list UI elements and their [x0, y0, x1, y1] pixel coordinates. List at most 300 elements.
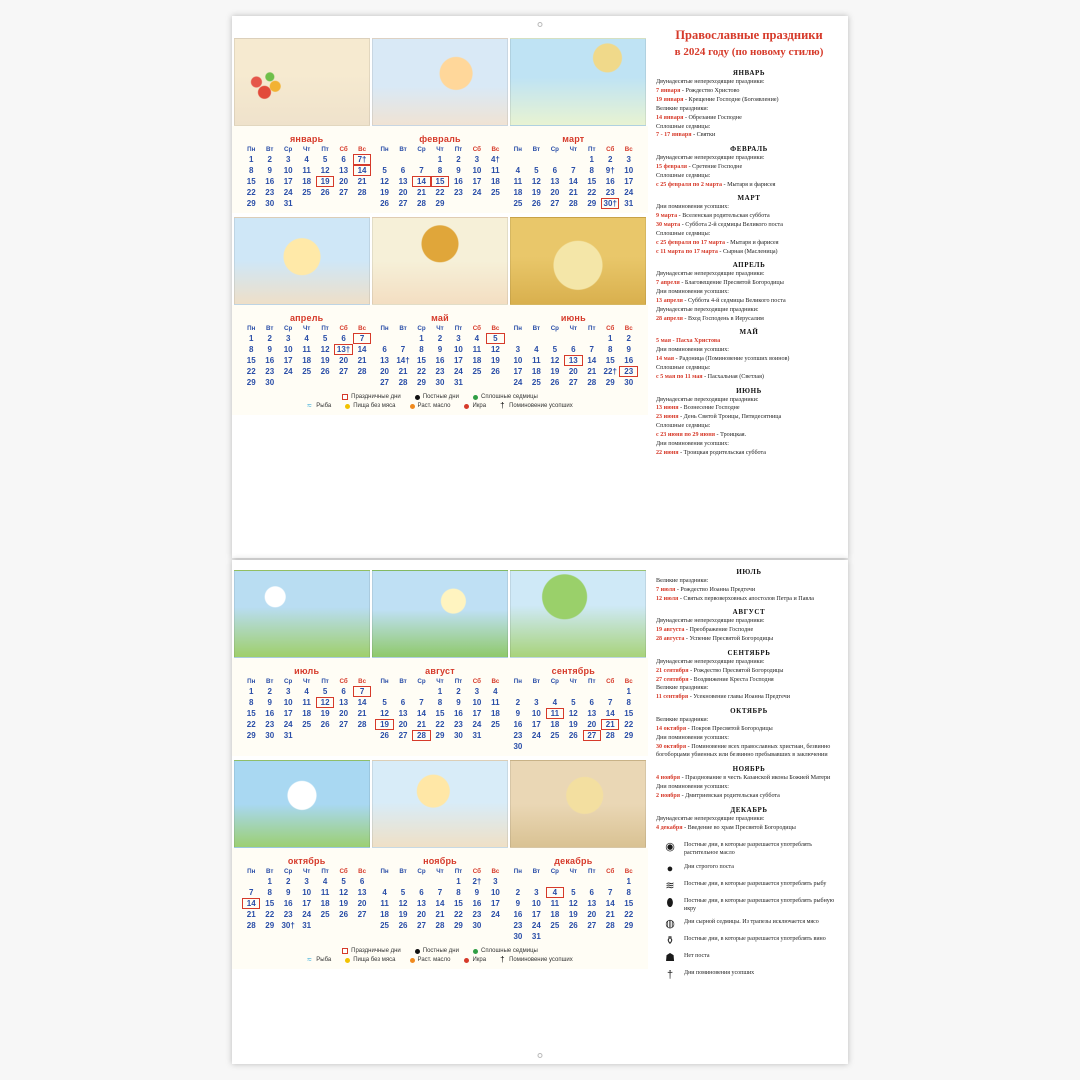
day-cell[interactable]: 25	[472, 367, 482, 376]
day-cell[interactable]: 14	[568, 177, 578, 186]
day-cell[interactable]: 20	[398, 720, 408, 729]
day-cell[interactable]: 28	[357, 720, 367, 729]
day-cell[interactable]: 17	[472, 177, 482, 186]
day-cell[interactable]: 13†	[334, 344, 352, 355]
day-cell[interactable]: 3	[285, 155, 291, 164]
day-cell[interactable]: 10	[283, 166, 293, 175]
day-cell[interactable]: 12	[550, 356, 560, 365]
day-cell[interactable]: 18	[302, 177, 312, 186]
day-cell[interactable]: 18	[472, 356, 482, 365]
day-cell[interactable]: 15	[624, 899, 634, 908]
day-cell[interactable]: 25	[302, 188, 312, 197]
day-cell[interactable]: 5	[534, 166, 539, 175]
day-cell[interactable]: 27	[357, 910, 367, 919]
day-cell[interactable]: 19	[320, 709, 330, 718]
day-cell[interactable]: 26	[398, 921, 408, 930]
day-cell[interactable]: 6	[589, 888, 594, 897]
day-cell[interactable]: 21	[568, 188, 578, 197]
day-cell[interactable]: 21	[357, 356, 367, 365]
day-cell[interactable]: 10	[624, 166, 634, 175]
day-cell[interactable]: 17	[624, 177, 634, 186]
day-cell[interactable]: 14	[242, 898, 260, 909]
day-cell[interactable]: 2	[437, 334, 443, 343]
day-cell[interactable]: 13	[339, 166, 349, 175]
day-cell[interactable]: 17	[453, 356, 463, 365]
day-cell[interactable]: 12	[490, 345, 500, 354]
day-cell[interactable]: 18	[550, 910, 560, 919]
day-cell[interactable]: 23	[265, 367, 275, 376]
day-cell[interactable]: 3	[493, 877, 498, 886]
day-cell[interactable]: 24	[513, 378, 523, 387]
day-cell[interactable]: 3	[456, 334, 461, 343]
day-cell[interactable]: 29	[265, 921, 275, 930]
day-cell[interactable]: 26	[380, 199, 390, 208]
day-cell[interactable]: 2	[267, 334, 272, 343]
day-cell[interactable]: 12	[531, 177, 541, 186]
day-cell[interactable]: 23	[265, 720, 275, 729]
day-cell[interactable]: 23	[265, 188, 275, 197]
day-cell[interactable]: 22	[435, 720, 445, 729]
day-cell[interactable]: 4	[515, 166, 521, 175]
day-cell[interactable]: 25	[302, 720, 312, 729]
day-cell[interactable]: 18	[302, 356, 312, 365]
day-cell[interactable]: 16	[472, 899, 482, 908]
day-cell[interactable]: 20	[380, 367, 390, 376]
day-cell[interactable]: 29	[453, 921, 463, 930]
day-cell[interactable]: 25	[550, 731, 560, 740]
day-cell[interactable]: 29	[417, 378, 426, 387]
day-cell[interactable]: 24	[531, 731, 541, 740]
day-cell[interactable]: 28	[412, 730, 430, 741]
day-cell[interactable]: 16	[624, 356, 634, 365]
day-cell[interactable]: 20	[339, 177, 349, 186]
day-cell[interactable]: 1	[608, 334, 613, 343]
day-cell[interactable]: 24	[531, 921, 541, 930]
day-cell[interactable]: 17	[302, 899, 312, 908]
day-cell[interactable]: 11	[491, 698, 500, 707]
day-cell[interactable]: 15	[605, 356, 615, 365]
day-cell[interactable]: 17	[283, 356, 293, 365]
day-cell[interactable]: 13	[550, 177, 560, 186]
day-cell[interactable]: 8	[267, 888, 272, 897]
day-cell[interactable]: 10	[531, 899, 541, 908]
day-cell[interactable]: 1	[437, 687, 443, 696]
day-cell[interactable]: 19	[316, 176, 334, 187]
day-cell[interactable]: 5	[341, 877, 346, 886]
day-cell[interactable]: 13	[398, 709, 408, 718]
day-cell[interactable]: 31	[531, 932, 541, 941]
day-cell[interactable]: 30	[265, 378, 275, 387]
day-cell[interactable]: 28	[398, 378, 408, 387]
day-cell[interactable]: 9	[267, 166, 272, 175]
day-cell[interactable]: 11	[513, 177, 523, 186]
day-cell[interactable]: 21	[435, 910, 445, 919]
day-cell[interactable]: 8	[419, 345, 424, 354]
day-cell[interactable]: 9	[515, 899, 521, 908]
day-cell[interactable]: 10	[283, 698, 293, 707]
day-cell[interactable]: 23	[605, 188, 615, 197]
day-cell[interactable]: 5	[486, 333, 505, 344]
day-cell[interactable]: 16	[265, 356, 275, 365]
day-cell[interactable]: 16	[513, 720, 523, 729]
day-cell[interactable]: 8	[249, 698, 254, 707]
day-cell[interactable]: 28	[417, 199, 426, 208]
day-cell[interactable]: 30	[265, 199, 275, 208]
day-cell[interactable]: 2	[285, 877, 291, 886]
day-cell[interactable]: 6	[400, 166, 406, 175]
day-cell[interactable]: 14	[605, 709, 615, 718]
day-cell[interactable]: 2	[515, 698, 521, 707]
day-cell[interactable]: 6	[571, 345, 576, 354]
day-cell[interactable]: 3	[515, 345, 521, 354]
day-cell[interactable]: 10	[472, 698, 482, 707]
day-cell[interactable]: 4	[493, 687, 498, 696]
day-cell[interactable]: 16	[265, 177, 275, 186]
day-cell[interactable]: 21	[398, 367, 408, 376]
day-cell[interactable]: 6	[382, 345, 387, 354]
day-cell[interactable]: 7	[608, 698, 613, 707]
day-cell[interactable]: 21	[601, 719, 619, 730]
day-cell[interactable]: 18	[320, 899, 330, 908]
day-cell[interactable]: 7	[419, 166, 424, 175]
day-cell[interactable]: 17	[531, 910, 541, 919]
day-cell[interactable]: 15	[624, 709, 634, 718]
day-cell[interactable]: 4	[304, 687, 309, 696]
day-cell[interactable]: 29	[605, 378, 615, 387]
day-cell[interactable]: 2	[515, 888, 521, 897]
day-cell[interactable]: 19	[380, 188, 390, 197]
day-cell[interactable]: 11	[302, 345, 311, 354]
day-cell[interactable]: 16	[605, 177, 615, 186]
day-cell[interactable]: 22	[624, 910, 634, 919]
day-cell[interactable]: 23	[513, 731, 523, 740]
day-cell[interactable]: 12	[320, 166, 330, 175]
day-cell[interactable]: 9	[515, 709, 521, 718]
day-cell[interactable]: 3	[285, 687, 291, 696]
day-cell[interactable]: 12	[316, 697, 334, 708]
day-cell[interactable]: 15	[246, 177, 256, 186]
day-cell[interactable]: 9	[285, 888, 291, 897]
day-cell[interactable]: 27	[587, 921, 597, 930]
day-cell[interactable]: 9†	[605, 166, 615, 175]
day-cell[interactable]: 28	[605, 921, 615, 930]
day-cell[interactable]: 14	[412, 176, 430, 187]
day-cell[interactable]: 1	[419, 334, 424, 343]
day-cell[interactable]: 21	[357, 177, 367, 186]
day-cell[interactable]: 29	[624, 921, 634, 930]
day-cell[interactable]: 14	[357, 698, 367, 707]
day-cell[interactable]: 13	[587, 899, 597, 908]
day-cell[interactable]: 10	[283, 345, 293, 354]
day-cell[interactable]: 25	[490, 188, 500, 197]
day-cell[interactable]: 8	[626, 698, 631, 707]
day-cell[interactable]: 22	[453, 910, 463, 919]
day-cell[interactable]: 14	[357, 345, 367, 354]
day-cell[interactable]: 16	[453, 709, 463, 718]
day-cell[interactable]: 18	[531, 367, 541, 376]
day-cell[interactable]: 23	[453, 720, 463, 729]
day-cell[interactable]: 5	[322, 334, 328, 343]
day-cell[interactable]: 13	[339, 698, 349, 707]
day-cell[interactable]: 5	[571, 698, 576, 707]
day-cell[interactable]: 10	[531, 709, 541, 718]
day-cell[interactable]: 26	[568, 731, 578, 740]
day-cell[interactable]: 16	[453, 177, 463, 186]
day-cell[interactable]: 23	[472, 910, 482, 919]
day-cell[interactable]: 10	[453, 345, 463, 354]
day-cell[interactable]: 8	[437, 698, 443, 707]
day-cell[interactable]: 4	[382, 888, 387, 897]
day-cell[interactable]: 19	[531, 188, 541, 197]
day-cell[interactable]: 1	[626, 687, 631, 696]
day-cell[interactable]: 6	[341, 334, 346, 343]
day-cell[interactable]: 7	[608, 888, 613, 897]
day-cell[interactable]: 24	[453, 367, 463, 376]
day-cell[interactable]: 29	[246, 199, 256, 208]
day-cell[interactable]: 28	[568, 199, 578, 208]
day-cell[interactable]: 25	[320, 910, 330, 919]
day-cell[interactable]: 13	[564, 355, 582, 366]
day-cell[interactable]: 21	[587, 367, 597, 376]
day-cell[interactable]: 6	[341, 687, 346, 696]
day-cell[interactable]: 16	[435, 356, 445, 365]
day-cell[interactable]: 17	[531, 720, 541, 729]
day-cell[interactable]: 27	[398, 199, 408, 208]
day-cell[interactable]: 19	[568, 910, 578, 919]
day-cell[interactable]: 25	[302, 367, 312, 376]
day-cell[interactable]: 16	[283, 899, 293, 908]
day-cell[interactable]: 7†	[353, 154, 372, 165]
day-cell[interactable]: 20	[339, 709, 349, 718]
day-cell[interactable]: 25	[550, 921, 560, 930]
day-cell[interactable]: 27	[568, 378, 578, 387]
day-cell[interactable]: 21	[357, 709, 367, 718]
day-cell[interactable]: 27	[339, 188, 349, 197]
day-cell[interactable]: 20	[398, 188, 408, 197]
day-cell[interactable]: 28	[357, 188, 367, 197]
day-cell[interactable]: 1	[267, 877, 272, 886]
day-cell[interactable]: 6	[341, 155, 346, 164]
day-cell[interactable]: 27	[550, 199, 560, 208]
day-cell[interactable]: 11	[320, 888, 330, 897]
day-cell[interactable]: 24	[302, 910, 312, 919]
day-cell[interactable]: 28	[587, 378, 597, 387]
day-cell[interactable]: 17	[283, 709, 293, 718]
day-cell[interactable]: 27	[339, 720, 349, 729]
day-cell[interactable]: 15	[246, 709, 256, 718]
day-cell[interactable]: 26	[568, 921, 578, 930]
day-cell[interactable]: 23	[619, 366, 638, 377]
day-cell[interactable]: 8	[249, 166, 254, 175]
day-cell[interactable]: 5	[571, 888, 576, 897]
day-cell[interactable]: 28	[605, 731, 615, 740]
day-cell[interactable]: 9	[474, 888, 480, 897]
day-cell[interactable]: 18	[550, 720, 560, 729]
day-cell[interactable]: 10	[302, 888, 312, 897]
day-cell[interactable]: 8	[608, 345, 613, 354]
day-cell[interactable]: 6	[400, 698, 406, 707]
day-cell[interactable]: 2	[267, 155, 272, 164]
day-cell[interactable]: 4†	[490, 155, 500, 164]
day-cell[interactable]: 19	[568, 720, 578, 729]
day-cell[interactable]: 26	[339, 910, 349, 919]
day-cell[interactable]: 6	[552, 166, 558, 175]
day-cell[interactable]: 10	[472, 166, 482, 175]
day-cell[interactable]: 1	[626, 877, 631, 886]
day-cell[interactable]: 27	[417, 921, 426, 930]
day-cell[interactable]: 4	[474, 334, 480, 343]
day-cell[interactable]: 1	[249, 155, 254, 164]
day-cell[interactable]: 25	[531, 378, 541, 387]
day-cell[interactable]: 11	[472, 345, 482, 354]
day-cell[interactable]: 7	[249, 888, 254, 897]
day-cell[interactable]: 1	[249, 687, 254, 696]
day-cell[interactable]: 17	[490, 899, 500, 908]
day-cell[interactable]: 8	[437, 166, 443, 175]
day-cell[interactable]: 12	[568, 899, 578, 908]
day-cell[interactable]: 20	[339, 356, 349, 365]
day-cell[interactable]: 9	[626, 345, 631, 354]
day-cell[interactable]: 9	[267, 345, 272, 354]
day-cell[interactable]: 26	[550, 378, 560, 387]
day-cell[interactable]: 24	[472, 720, 482, 729]
day-cell[interactable]: 7	[589, 345, 594, 354]
day-cell[interactable]: 3	[474, 155, 480, 164]
day-cell[interactable]: 22	[587, 188, 597, 197]
day-cell[interactable]: 24	[283, 367, 293, 376]
day-cell[interactable]: 11	[550, 899, 560, 908]
day-cell[interactable]: 4	[322, 877, 328, 886]
day-cell[interactable]: 11	[302, 698, 311, 707]
day-cell[interactable]: 23	[453, 188, 463, 197]
day-cell[interactable]: 27	[398, 731, 408, 740]
day-cell[interactable]: 22	[624, 720, 634, 729]
day-cell[interactable]: 8	[626, 888, 631, 897]
day-cell[interactable]: 5	[382, 698, 387, 707]
day-cell[interactable]: 19	[375, 719, 393, 730]
day-cell[interactable]: 11	[302, 166, 311, 175]
day-cell[interactable]: 3	[534, 888, 539, 897]
day-cell[interactable]: 2	[456, 687, 461, 696]
day-cell[interactable]: 4	[534, 345, 539, 354]
day-cell[interactable]: 30	[265, 731, 275, 740]
day-cell[interactable]: 11	[532, 356, 541, 365]
day-cell[interactable]: 3	[285, 334, 291, 343]
day-cell[interactable]: 3	[626, 155, 631, 164]
day-cell[interactable]: 31	[453, 378, 463, 387]
day-cell[interactable]: 8	[456, 888, 461, 897]
day-cell[interactable]: 27	[380, 378, 390, 387]
day-cell[interactable]: 6	[359, 877, 365, 886]
day-cell[interactable]: 20	[587, 720, 597, 729]
day-cell[interactable]: 26	[320, 720, 330, 729]
day-cell[interactable]: 9	[267, 698, 272, 707]
day-cell[interactable]: 22	[246, 720, 256, 729]
day-cell[interactable]: 1	[589, 155, 594, 164]
day-cell[interactable]: 8	[589, 166, 594, 175]
day-cell[interactable]: 11	[546, 708, 564, 719]
day-cell[interactable]: 10	[513, 356, 523, 365]
day-cell[interactable]: 13	[398, 177, 408, 186]
day-cell[interactable]: 7	[353, 686, 372, 697]
day-cell[interactable]: 17	[283, 177, 293, 186]
day-cell[interactable]: 21	[246, 910, 256, 919]
day-cell[interactable]: 7	[400, 345, 406, 354]
day-cell[interactable]: 24	[472, 188, 482, 197]
day-cell[interactable]: 29	[587, 199, 597, 208]
day-cell[interactable]: 4	[304, 155, 309, 164]
day-cell[interactable]: 2†	[472, 877, 482, 886]
day-cell[interactable]: 27	[339, 367, 349, 376]
day-cell[interactable]: 22†	[603, 367, 617, 376]
day-cell[interactable]: 29	[624, 731, 634, 740]
day-cell[interactable]: 29	[435, 731, 445, 740]
day-cell[interactable]: 3	[534, 698, 539, 707]
day-cell[interactable]: 29	[246, 731, 256, 740]
day-cell[interactable]: 13	[380, 356, 390, 365]
day-cell[interactable]: 1	[456, 877, 461, 886]
day-cell[interactable]: 12	[320, 345, 330, 354]
day-cell[interactable]: 14	[435, 899, 445, 908]
day-cell[interactable]: 5	[552, 345, 558, 354]
day-cell[interactable]: 12	[380, 709, 390, 718]
day-cell[interactable]: 31	[624, 199, 634, 208]
day-cell[interactable]: 15	[431, 176, 449, 187]
day-cell[interactable]: 22	[246, 367, 256, 376]
day-cell[interactable]: 31	[283, 199, 293, 208]
day-cell[interactable]: 22	[435, 188, 445, 197]
day-cell[interactable]: 19	[490, 356, 500, 365]
day-cell[interactable]: 20	[417, 910, 426, 919]
day-cell[interactable]: 31	[302, 921, 312, 930]
day-cell[interactable]: 28	[357, 367, 367, 376]
day-cell[interactable]: 30	[624, 378, 634, 387]
day-cell[interactable]: 23	[513, 921, 523, 930]
day-cell[interactable]: 22	[246, 188, 256, 197]
day-cell[interactable]: 15	[265, 899, 275, 908]
day-cell[interactable]: 26	[320, 188, 330, 197]
day-cell[interactable]: 17	[513, 367, 523, 376]
day-cell[interactable]: 9	[456, 698, 461, 707]
day-cell[interactable]: 9	[437, 345, 443, 354]
day-cell[interactable]: 26	[320, 367, 330, 376]
day-cell[interactable]: 6	[589, 698, 594, 707]
day-cell[interactable]: 22	[417, 367, 426, 376]
day-cell[interactable]: 14	[587, 356, 597, 365]
day-cell[interactable]: 11	[380, 899, 389, 908]
day-cell[interactable]: 26	[531, 199, 541, 208]
day-cell[interactable]: 4	[304, 334, 309, 343]
day-cell[interactable]: 30	[513, 742, 523, 751]
day-cell[interactable]: 25	[513, 199, 523, 208]
day-cell[interactable]: 14	[353, 165, 372, 176]
day-cell[interactable]: 19	[550, 367, 560, 376]
day-cell[interactable]: 18	[302, 709, 312, 718]
day-cell[interactable]: 24	[283, 188, 293, 197]
day-cell[interactable]: 15	[587, 177, 597, 186]
day-cell[interactable]: 27	[583, 730, 601, 741]
day-cell[interactable]: 20	[357, 899, 367, 908]
day-cell[interactable]: 30	[435, 378, 445, 387]
day-cell[interactable]: 25	[490, 720, 500, 729]
day-cell[interactable]: 19	[339, 899, 349, 908]
day-cell[interactable]: 17	[472, 709, 482, 718]
day-cell[interactable]: 18	[490, 709, 500, 718]
day-cell[interactable]: 3	[474, 687, 480, 696]
day-cell[interactable]: 7	[437, 888, 443, 897]
day-cell[interactable]: 13	[417, 899, 426, 908]
day-cell[interactable]: 19	[320, 356, 330, 365]
